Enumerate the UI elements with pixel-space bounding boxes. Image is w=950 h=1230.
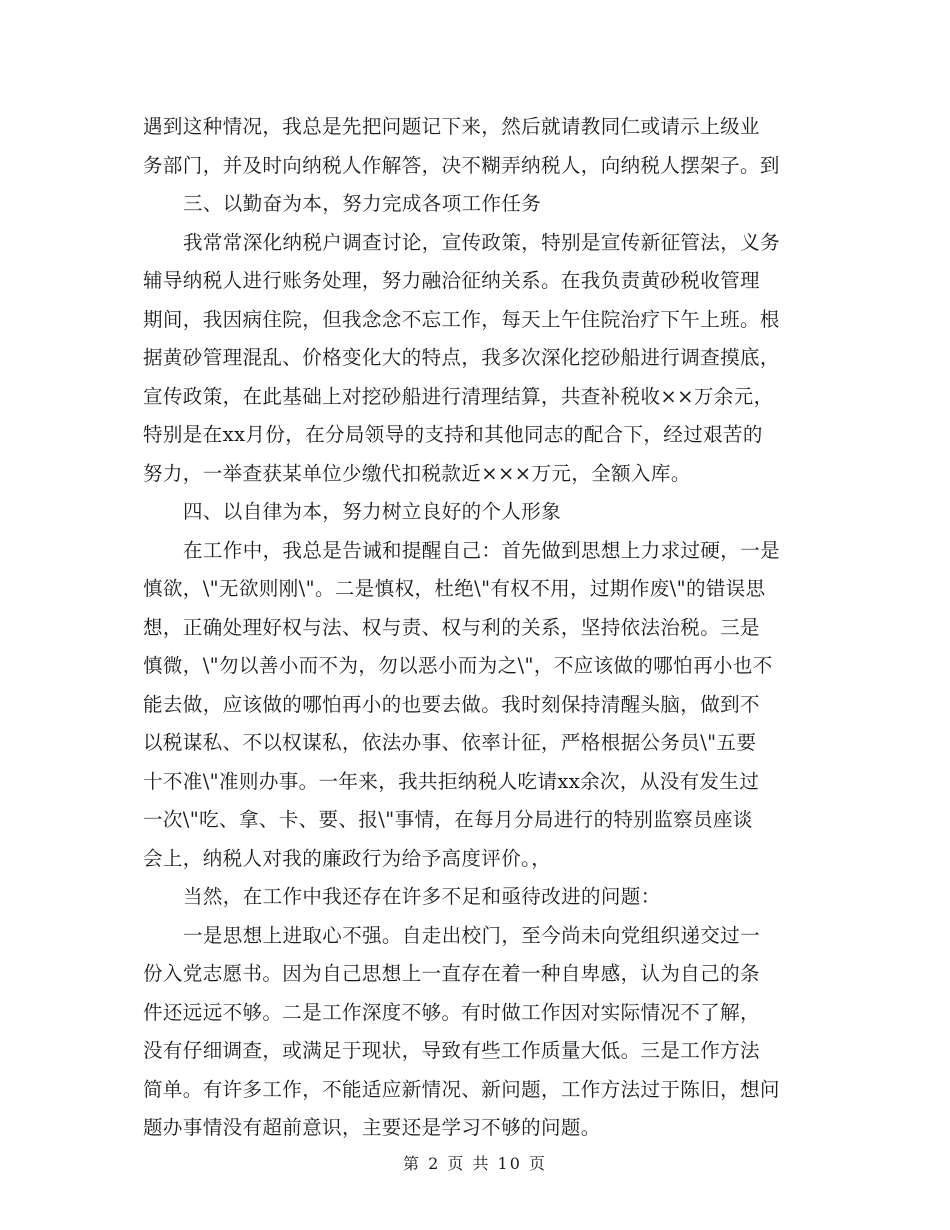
text-line: 十不准\"准则办事。一年来，我共拒纳税人吃请xx余次，从没有发生过 [143,769,760,793]
section-heading: 四、以自律为本，努力树立良好的个人形象 [183,500,562,523]
text-line: 务部门，并及时向纳税人作解答，决不糊弄纳税人，向纳税人摆架子。到 [143,153,780,177]
text-line: 以税谋私、不以权谋私，依法办事、依率计征，严格根据公务员\"五要 [143,731,757,754]
text-line: 能去做，应该做的哪怕再小的也要去做。我时刻保持清醒头脑，做到不 [143,692,760,716]
text-line: 我常常深化纳税户调查讨论，宣传政策，特别是宣传新征管法，义务 [183,230,781,254]
text-line: 在工作中，我总是告诫和提醒自己：首先做到思想上力求过硬，一是 [183,538,781,562]
text-line: 辅导纳税人进行账务处理，努力融洽征纳关系。在我负责黄砂税收管理 [143,269,760,292]
text-line: 特别是在xx月份，在分局领导的支持和其他同志的配合下，经过艰苦的 [143,423,763,446]
text-line: 题办事情没有超前意识，主要还是学习不够的问题。 [143,1116,601,1139]
text-line: 份入党志愿书。因为自己思想上一直存在着一种自卑感，认为自己的条 [143,962,760,985]
text-line: 一是思想上进取心不强。自走出校门，至今尚未向党组织递交过一 [183,923,761,947]
page-footer [0,1153,950,1175]
text-line: 当然，在工作中我还存在许多不足和亟待改进的问题： [183,885,661,908]
section-heading: 三、以勤奋为本，努力完成各项工作任务 [183,192,542,215]
text-line: 一次\"吃、拿、卡、要、报\"事情，在每月分局进行的特别监察员座谈 [143,808,753,831]
text-line: 慎微，\"勿以善小而不为，勿以恶小而为之\"，不应该做的哪怕再小也不 [143,654,773,677]
text-line: 会上，纳税人对我的廉政行为给予高度评价。， [143,846,552,870]
page-number: 第 2 页 共 10 页 [403,1154,547,1173]
text-line: 简单。有许多工作，不能适应新情况、新问题，工作方法过于陈旧，想问 [143,1077,780,1101]
text-line: 慎欲，\"无欲则刚\"。二是慎权，杜绝\"有权不用，过期作废\"的错误思 [143,577,766,600]
text-line: 没有仔细调查，或满足于现状，导致有些工作质量大低。三是工作方法 [143,1039,760,1062]
text-line: 期间，我因病住院，但我念念不忘工作，每天上午住院治疗下午上班。根 [143,307,780,331]
text-line: 想，正确处理好权与法、权与责、权与利的关系，坚持依法治税。三是 [143,615,760,639]
text-line: 遇到这种情况，我总是先把问题记下来，然后就请教同仁或请示上级业 [143,115,760,138]
document-body [143,108,823,1148]
text-line: 件还远远不够。二是工作深度不够。有时做工作因对实际情况不了解， [143,1000,760,1024]
text-line: 宣传政策，在此基础上对挖砂船进行清理结算，共查补税收××万余元， [143,384,774,408]
text-line: 据黄砂管理混乱、价格变化大的特点，我多次深化挖砂船进行调查摸底， [143,346,780,369]
text-line: 努力，一举查获某单位少缴代扣税款近×××万元，全额入库。 [143,461,691,485]
